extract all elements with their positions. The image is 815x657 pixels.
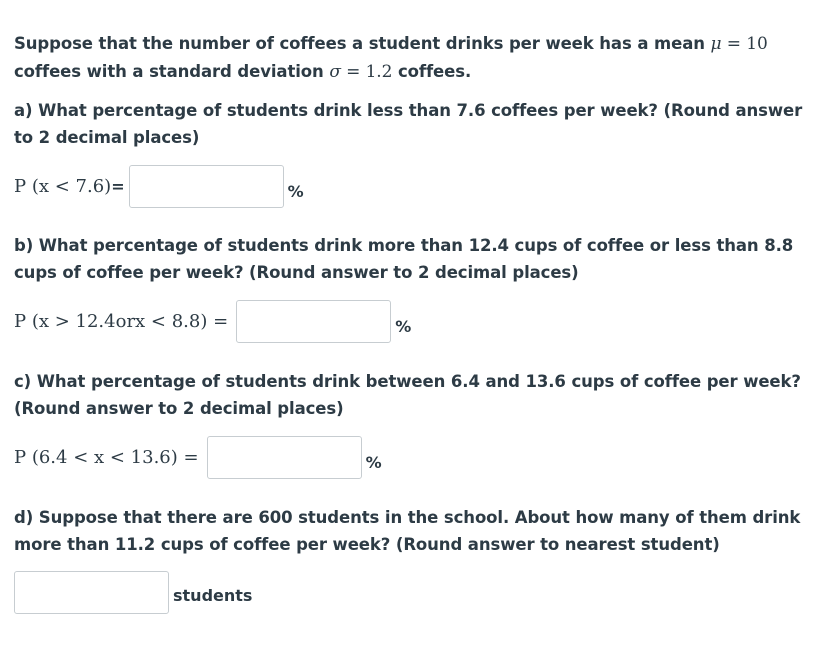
part-d-question: d) Suppose that there are 600 students in the school. About how many of them drink more than 11.2 cups of coffee per week? (Round answer to nearest student) — [14, 508, 801, 554]
part-a-expr-text: P (x < 7.6) — [14, 175, 112, 197]
intro-paragraph — [14, 30, 804, 86]
part-c-expression: P (6.4 < x < 13.6) = — [14, 446, 199, 468]
mean-value: = 10 — [721, 34, 768, 54]
part-c-answer-input[interactable] — [207, 436, 362, 479]
part-b-question: b) What percentage of students drink more than 12.4 cups of coffee or less than 8.8 cups of coffee per week? (Round answer to 2 decimal places) — [14, 236, 794, 282]
part-b-unit: % — [395, 316, 412, 336]
part-d-answer-row — [14, 570, 252, 614]
part-c-question: c) What percentage of students drink between 6.4 and 13.6 cups of coffee per week? (Round answer to 2 decimal places) — [14, 372, 801, 418]
part-b-expression: P (x > 12.4orx < 8.8) = — [14, 310, 229, 332]
part-d-unit: students — [173, 585, 253, 605]
part-b-answer-input[interactable] — [236, 300, 391, 343]
intro-text-1: Suppose that the number of coffees a student drinks per week has a mean — [14, 34, 711, 53]
part-a-expr-suffix: = — [111, 176, 125, 196]
intro-text-2: coffees with a standard deviation — [14, 62, 330, 81]
part-a-question: a) What percentage of students drink less than 7.6 coffees per week? (Round answer to 2 decimal places) — [14, 101, 803, 147]
part-c-unit: % — [365, 452, 382, 472]
part-b-answer-row — [14, 299, 411, 343]
part-a-answer-input[interactable] — [129, 165, 284, 208]
part-a-expression — [14, 176, 125, 197]
intro-text-3: coffees. — [392, 62, 472, 81]
sigma-symbol: σ — [329, 62, 341, 82]
sd-value: = 1.2 — [340, 62, 393, 82]
part-a-unit: % — [287, 181, 304, 201]
part-d-answer-input[interactable] — [14, 571, 169, 614]
part-c-answer-row — [14, 435, 382, 479]
part-a-answer-row — [14, 164, 304, 208]
mu-symbol: μ — [710, 34, 722, 54]
